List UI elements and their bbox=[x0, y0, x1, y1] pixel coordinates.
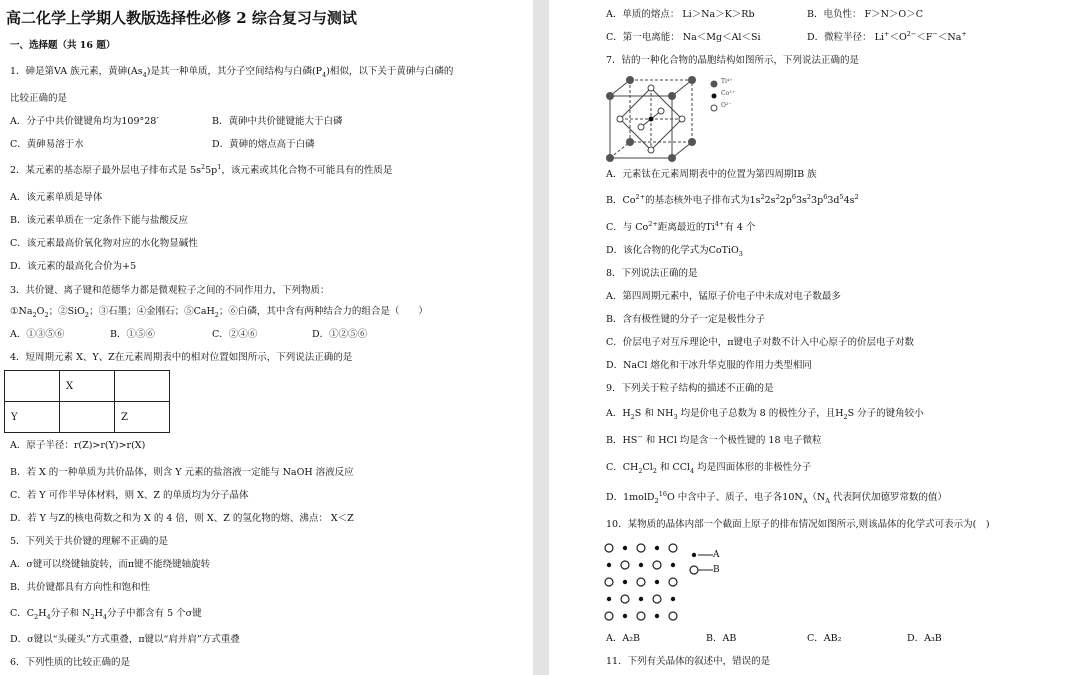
q2-option-a: A．该元素单质是导体 bbox=[10, 192, 103, 203]
q2-option-b: B．该元素单质在一定条件下能与盐酸反应 bbox=[10, 215, 188, 226]
q4-cell bbox=[5, 371, 60, 402]
q4-option-c: C．若 Y 可作半导体材料，则 X、Z 的单质均为分子晶体 bbox=[10, 490, 249, 501]
q1-option-a: A．分子中共价键键角均为109°28′ bbox=[10, 116, 159, 127]
q5-option-b: B．共价键都具有方向性和饱和性 bbox=[10, 582, 150, 593]
q6-stem: 6．下列性质的比较正确的是 bbox=[10, 657, 131, 668]
left-page bbox=[0, 0, 533, 675]
q4-cell: Y bbox=[5, 402, 60, 433]
q10-option-b: B．AB bbox=[706, 633, 737, 644]
q2-stem: 2．某元素的基态原子最外层电子排布式是 $5s^25p^1$，该元素或其化合物不可能具有的性质是 bbox=[10, 162, 393, 176]
q11-stem: 11．下列有关晶体的叙述中，错误的是 bbox=[606, 656, 771, 667]
q4-option-b: B．若 X 的一种单质为共价晶体，则含 Y 元素的盐溶液一定能与 NaOH 溶液反应 bbox=[10, 467, 354, 478]
q3-option-b: B．①⑤⑥ bbox=[110, 329, 155, 340]
section-heading: 一、选择题（共 16 题） bbox=[10, 40, 116, 51]
q3-option-c: C．②④⑥ bbox=[212, 329, 258, 340]
q7-option-a: A．元素钛在元素周期表中的位置为第四周期IB 族 bbox=[606, 169, 817, 180]
q4-stem: 4．短周期元素 X、Y、Z在元素周期表中的相对位置如图所示，下列说法正确的是 bbox=[10, 352, 353, 363]
q9-option-c: C．$CH_2Cl_2$ 和 CCl$_4$ 均是四面体形的非极性分子 bbox=[606, 462, 812, 475]
q7-option-d: D．该化合物的化学式为CoTiO$_3$ bbox=[606, 245, 743, 258]
page-gutter bbox=[533, 0, 549, 675]
q10-option-c: C．AB₂ bbox=[807, 633, 842, 644]
document-title: 高二化学上学期人教版选择性必修 2 综合复习与测试 bbox=[6, 9, 357, 27]
q5-option-d: D．σ键以“头碰头”方式重叠，π键以“肩并肩”方式重叠 bbox=[10, 634, 240, 645]
q6-option-c: C．第一电离能： Na＜Mg＜Al＜Si bbox=[606, 32, 761, 43]
q7-legend-o: O²⁻ bbox=[721, 102, 732, 109]
q1-stem: 1．砷是第VA 族元素，黄砷$(As_4)$是其一种单质，其分子空间结构与白磷$(P_4)$相似，以下关于黄砷与白磷的 bbox=[10, 66, 454, 79]
q8-option-d: D．NaCl 熔化和干冰升华克服的作用力类型相同 bbox=[606, 360, 812, 371]
q9-option-d: D．1molD$_2^{16}$O 中含中子、质子、电子各$10N_A(N_A$ 代表阿伏加德罗常数的值） bbox=[606, 489, 947, 505]
q1-option-c: C．黄砷易溶于水 bbox=[10, 139, 84, 150]
q7-option-c: C．与 $Co^{2+}$距离最近的$Ti^{4+}$有 4 个 bbox=[606, 219, 756, 233]
q3-option-d: D．①②⑤⑥ bbox=[312, 329, 368, 340]
q1-stem-cont: 比较正确的是 bbox=[10, 93, 68, 104]
q7-crystal-figure bbox=[604, 74, 744, 164]
q8-option-a: A．第四周期元素中，锰原子价电子中未成对电子数最多 bbox=[606, 291, 841, 302]
q4-cell: Z bbox=[115, 402, 170, 433]
q2-option-d: D．该元素的最高化合价为+5 bbox=[10, 261, 137, 272]
q10-label-a: A bbox=[713, 550, 720, 560]
q9-stem: 9．下列关于粒子结构的描述不正确的是 bbox=[606, 383, 774, 394]
q4-periodic-table bbox=[4, 370, 170, 433]
q3-items: $①Na_2O_2$；②SiO$_2$；③石墨；④金刚石；⑤CaH$_2$；⑥白磷，其中含有两种结合力的组合是（ ） bbox=[10, 306, 428, 319]
q7-legend-co: Co²⁺ bbox=[721, 90, 735, 97]
q7-legend-ti: Ti⁴⁺ bbox=[721, 78, 733, 85]
q7-option-b: B．$Co^{2+}$的基态核外电子排布式为$1s^22s^22p^63s^23p^63d^54s^2$ bbox=[606, 192, 859, 206]
q1-option-d: D．黄砷的熔点高于白磷 bbox=[212, 139, 315, 150]
q10-label-b: B bbox=[713, 565, 720, 575]
q4-option-d: D．若 Y 与Z的核电荷数之和为 X 的 4 倍，则 X、Z 的氢化物的熔、沸点： X＜Z bbox=[10, 513, 354, 524]
q9-option-b: B．HS− 和 HCl 均是含一个极性键的 18 电子微粒 bbox=[606, 432, 822, 446]
q3-option-a: A．①③⑤⑥ bbox=[10, 329, 65, 340]
q6-option-b: B．电负性： F＞N＞O＞C bbox=[807, 9, 923, 20]
q5-stem: 5．下列关于共价键的理解不正确的是 bbox=[10, 536, 169, 547]
q5-option-c: C．$C_2H_4$分子和 $N_2H_4$分子中都含有 5 个σ键 bbox=[10, 608, 202, 621]
q1-option-b: B．黄砷中共价键键能大于白磷 bbox=[212, 116, 343, 127]
q4-cell: X bbox=[60, 371, 115, 402]
q3-stem: 3．共价键、离子键和范德华力都是微观粒子之间的不同作用力，下列物质： bbox=[10, 285, 330, 296]
q4-option-a: A．原子半径：r(Z)>r(Y)>r(X) bbox=[10, 440, 146, 451]
right-page bbox=[549, 0, 1080, 675]
q4-cell bbox=[115, 371, 170, 402]
q4-cell bbox=[60, 402, 115, 433]
q10-option-a: A．A₂B bbox=[606, 633, 641, 644]
q10-atom-figure bbox=[601, 538, 721, 624]
q5-option-a: A．σ键可以绕键轴旋转，而π键不能绕键轴旋转 bbox=[10, 559, 211, 570]
q2-option-c: C．该元素最高价氧化物对应的水化物显碱性 bbox=[10, 238, 198, 249]
q8-option-b: B．含有极性键的分子一定是极性分子 bbox=[606, 314, 765, 325]
q6-option-d: D．微粒半径： $Li^+<O^{2-}<F^-<Na^+$ bbox=[807, 29, 967, 43]
q9-option-a: A．$H_2S$ 和 $NH_3$ 均是价电子总数为 8 的极性分子，且$H_2S$ 分子的键角较小 bbox=[606, 408, 924, 421]
q6-option-a: A．单质的熔点： Li＞Na＞K＞Rb bbox=[606, 9, 755, 20]
q7-stem: 7．钴的一种化合物的晶胞结构如图所示，下列说法正确的是 bbox=[606, 55, 860, 66]
q10-option-d: D．A₃B bbox=[907, 633, 942, 644]
q10-stem: 10．某物质的晶体内部一个截面上原子的排布情况如图所示,则该晶体的化学式可表示为( ) bbox=[606, 519, 990, 530]
q8-option-c: C．价层电子对互斥理论中，π键电子对数不计入中心原子的价层电子对数 bbox=[606, 337, 915, 348]
q8-stem: 8．下列说法正确的是 bbox=[606, 268, 698, 279]
